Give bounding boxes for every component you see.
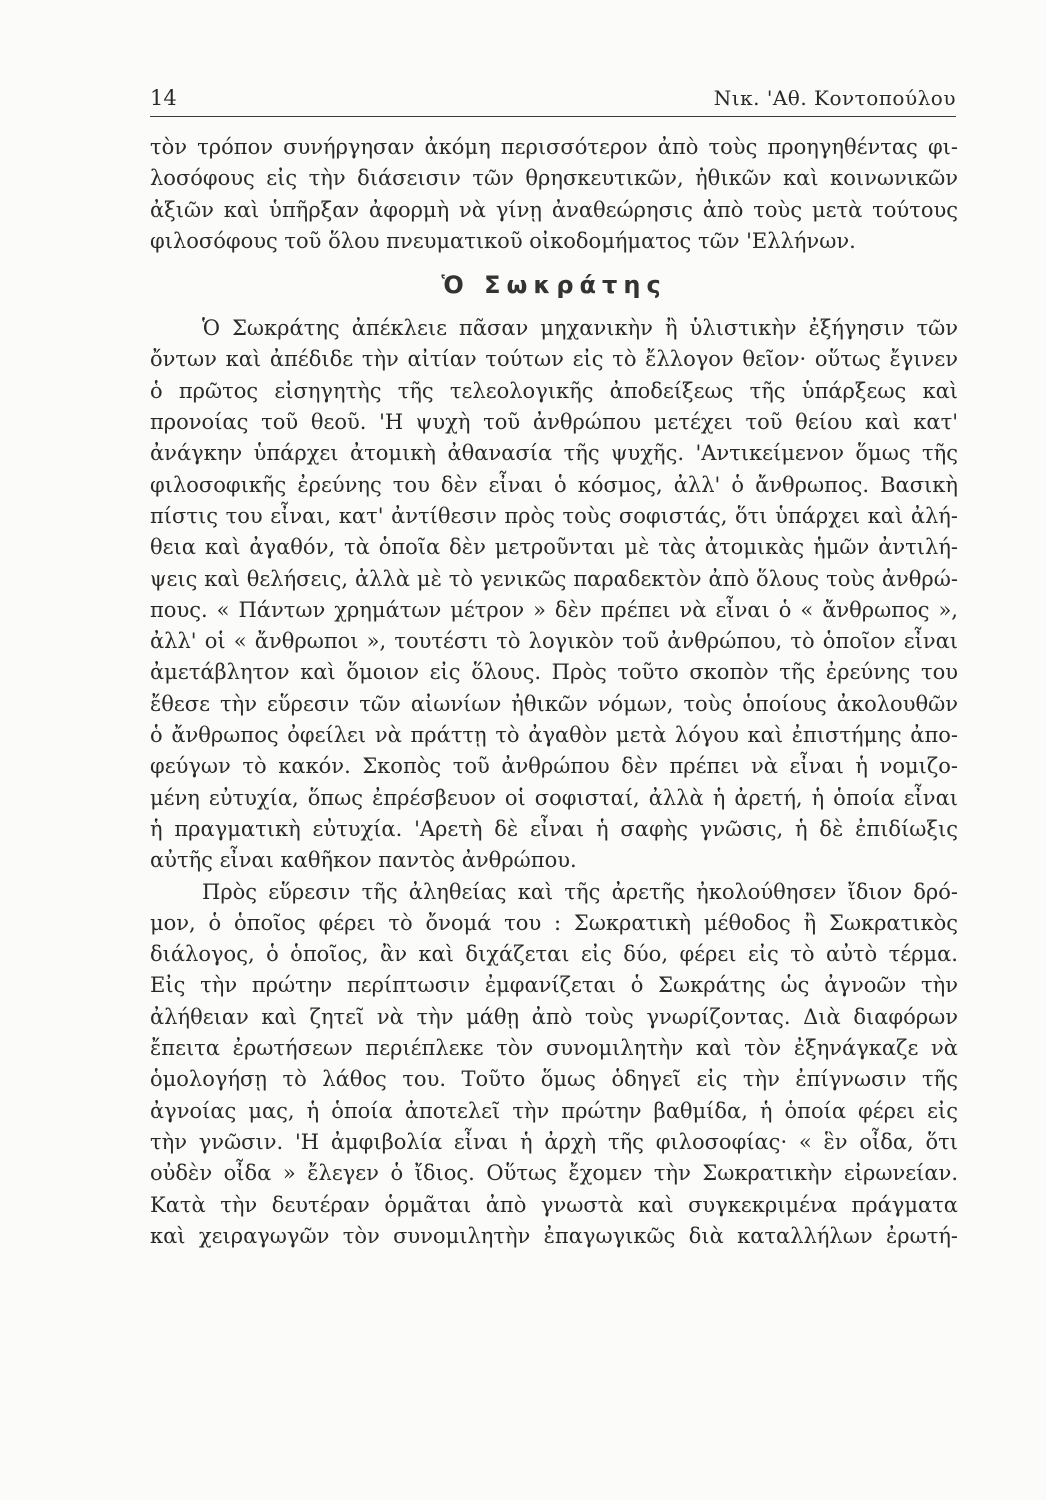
text-line: πους. « Πάντων χρημάτων μέτρον » δὲν πρέπει νὰ εἶναι ὁ « ἄνθρωπος », <box>150 597 958 622</box>
running-head: Νικ. 'Αθ. Κοντοπούλου <box>713 86 956 110</box>
text-line: τὸν τρόπον συνήργησαν ἀκόμη περισσότερον ἀπὸ τοὺς προηγηθέντας φι- <box>150 135 958 159</box>
text-line: οὐδὲν οἶδα » ἔλεγεν ὁ ἴδιος. Οὕτως ἔχομεν τὴν Σωκρατικὴν εἰρωνείαν. <box>150 1161 958 1186</box>
text-line: ἡ πραγματικὴ εὐτυχία. 'Αρετὴ δὲ εἶναι ἡ σαφὴς γνῶσις, ἡ δὲ ἐπιδίωξις <box>150 816 958 841</box>
text-line: μένη εὐτυχία, ὅπως ἐπρέσβευον οἱ σοφισταί, ἀλλὰ ἡ ἀρετή, ἡ ὁποία εἶναι <box>150 785 958 810</box>
body-text <box>150 132 958 1252</box>
text-line: τὴν γνῶσιν. 'Η ἀμφιβολία εἶναι ἡ ἀρχὴ τῆς φιλοσοφίας· « ἓν οἶδα, ὅτι <box>150 1129 958 1154</box>
text-line: Πρὸς εὕρεσιν τῆς ἀληθείας καὶ τῆς ἀρετῆς ἠκολούθησεν ἴδιον δρό- <box>202 879 958 904</box>
text-line: ψεις καὶ θελήσεις, ἀλλὰ μὲ τὸ γενικῶς παραδεκτὸν ἀπὸ ὅλους τοὺς ἀνθρώ- <box>150 566 958 591</box>
page-number: 14 <box>150 86 177 110</box>
text-line: καὶ χειραγωγῶν τὸν συνομιλητὴν ἐπαγωγικῶς διὰ καταλλήλων ἐρωτή- <box>150 1223 958 1248</box>
text-line: ἔπειτα ἐρωτήσεων περιέπλεκε τὸν συνομιλητὴν καὶ τὸν ἐξηνάγκαζε νὰ <box>150 1036 958 1061</box>
text-line: φεύγων τὸ κακόν. Σκοπὸς τοῦ ἀνθρώπου δὲν πρέπει νὰ εἶναι ἡ νομιζο- <box>150 754 958 779</box>
text-line: ἀγνοίας μας, ἡ ὁποία ἀποτελεῖ τὴν πρώτην βαθμίδα, ἡ ὁποία φέρει εἰς <box>150 1098 958 1123</box>
text-line: ὄντων καὶ ἀπέδιδε τὴν αἰτίαν τούτων εἰς τὸ ἔλλογον θεῖον· οὕτως ἔγινεν <box>150 347 958 372</box>
text-line: Ὁ Σωκράτης ἀπέκλειε πᾶσαν μηχανικὴν ἢ ὑλιστικὴν ἐξήγησιν τῶν <box>202 316 958 341</box>
paragraph-1 <box>150 313 958 876</box>
text-line: προνοίας τοῦ θεοῦ. 'Η ψυχὴ τοῦ ἀνθρώπου μετέχει τοῦ θείου καὶ κατ' <box>150 410 958 435</box>
text-line: ὁμολογήσῃ τὸ λάθος του. Τοῦτο ὅμως ὁδηγεῖ εἰς τὴν ἐπίγνωσιν τῆς <box>150 1067 958 1092</box>
text-line: ἔθεσε τὴν εὕρεσιν τῶν αἰωνίων ἠθικῶν νόμων, τοὺς ὁποίους ἀκολουθῶν <box>150 691 958 716</box>
text-line: Εἰς τὴν πρώτην περίπτωσιν ἐμφανίζεται ὁ Σωκράτης ὡς ἀγνοῶν τὴν <box>150 973 958 998</box>
text-line: θεια καὶ ἀγαθόν, τὰ ὁποῖα δὲν μετροῦνται μὲ τὰς ἀτομικὰς ἡμῶν ἀντιλή- <box>150 535 958 560</box>
text-line: ἀνάγκην ὑπάρχει ἀτομικὴ ἀθανασία τῆς ψυχῆς. 'Αντικείμενον ὅμως τῆς <box>150 441 958 466</box>
text-line: πίστις του εἶναι, κατ' ἀντίθεσιν πρὸς τοὺς σοφιστάς, ὅτι ὑπάρχει καὶ ἀλή- <box>150 503 958 528</box>
text-line: ἀλλ' οἱ « ἄνθρωποι », τουτέστι τὸ λογικὸν τοῦ ἀνθρώπου, τὸ ὁποῖον εἶναι <box>150 629 958 654</box>
text-line: ἀμετάβλητον καὶ ὅμοιον εἰς ὅλους. Πρὸς τοῦτο σκοπὸν τῆς ἐρεύνης του <box>150 660 958 685</box>
text-line: Κατὰ τὴν δευτέραν ὁρμᾶται ἀπὸ γνωστὰ καὶ συγκεκριμένα πράγματα <box>150 1192 958 1217</box>
text-line: ὁ πρῶτος εἰσηγητὴς τῆς τελεολογικῆς ἀποδείξεως τῆς ὑπάρξεως καὶ <box>150 378 958 403</box>
text-line: λοσόφους εἰς τὴν διάσεισιν τῶν θρησκευτικῶν, ἠθικῶν καὶ κοινωνικῶν <box>150 166 958 191</box>
text-line: αὐτῆς εἶναι καθῆκον παντὸς ἀνθρώπου. <box>150 848 577 873</box>
text-line: διάλογος, ὁ ὁποῖος, ἂν καὶ διχάζεται εἰς δύο, φέρει εἰς τὸ αὐτὸ τέρμα. <box>150 942 958 967</box>
page-header <box>150 86 956 117</box>
section-title: Ὁ Σωκράτης <box>441 271 667 300</box>
text-line: ἀλήθειαν καὶ ζητεῖ νὰ τὴν μάθῃ ἀπὸ τοὺς γνωρίζοντας. Διὰ διαφόρων <box>150 1004 958 1029</box>
text-line: φιλοσοφικῆς ἐρεύνης του δὲν εἶναι ὁ κόσμος, ἀλλ' ὁ ἄνθρωπος. Βασικὴ <box>150 472 958 497</box>
intro-paragraph <box>150 132 958 257</box>
text-line: ἀξιῶν καὶ ὑπῆρξαν ἀφορμὴ νὰ γίνῃ ἀναθεώρησις ἀπὸ τοὺς μετὰ τούτους <box>150 197 958 222</box>
text-line: ὁ ἄνθρωπος ὀφείλει νὰ πράττῃ τὸ ἀγαθὸν μετὰ λόγου καὶ ἐπιστήμης ἀπο- <box>150 723 958 748</box>
text-line: φιλοσόφους τοῦ ὅλου πνευματικοῦ οἰκοδομήματος τῶν 'Ελλήνων. <box>150 228 856 253</box>
text-line: μον, ὁ ὁποῖος φέρει τὸ ὄνομά του : Σωκρατικὴ μέθοδος ἢ Σωκρατικὸς <box>150 910 958 935</box>
paragraph-2 <box>150 877 958 1253</box>
